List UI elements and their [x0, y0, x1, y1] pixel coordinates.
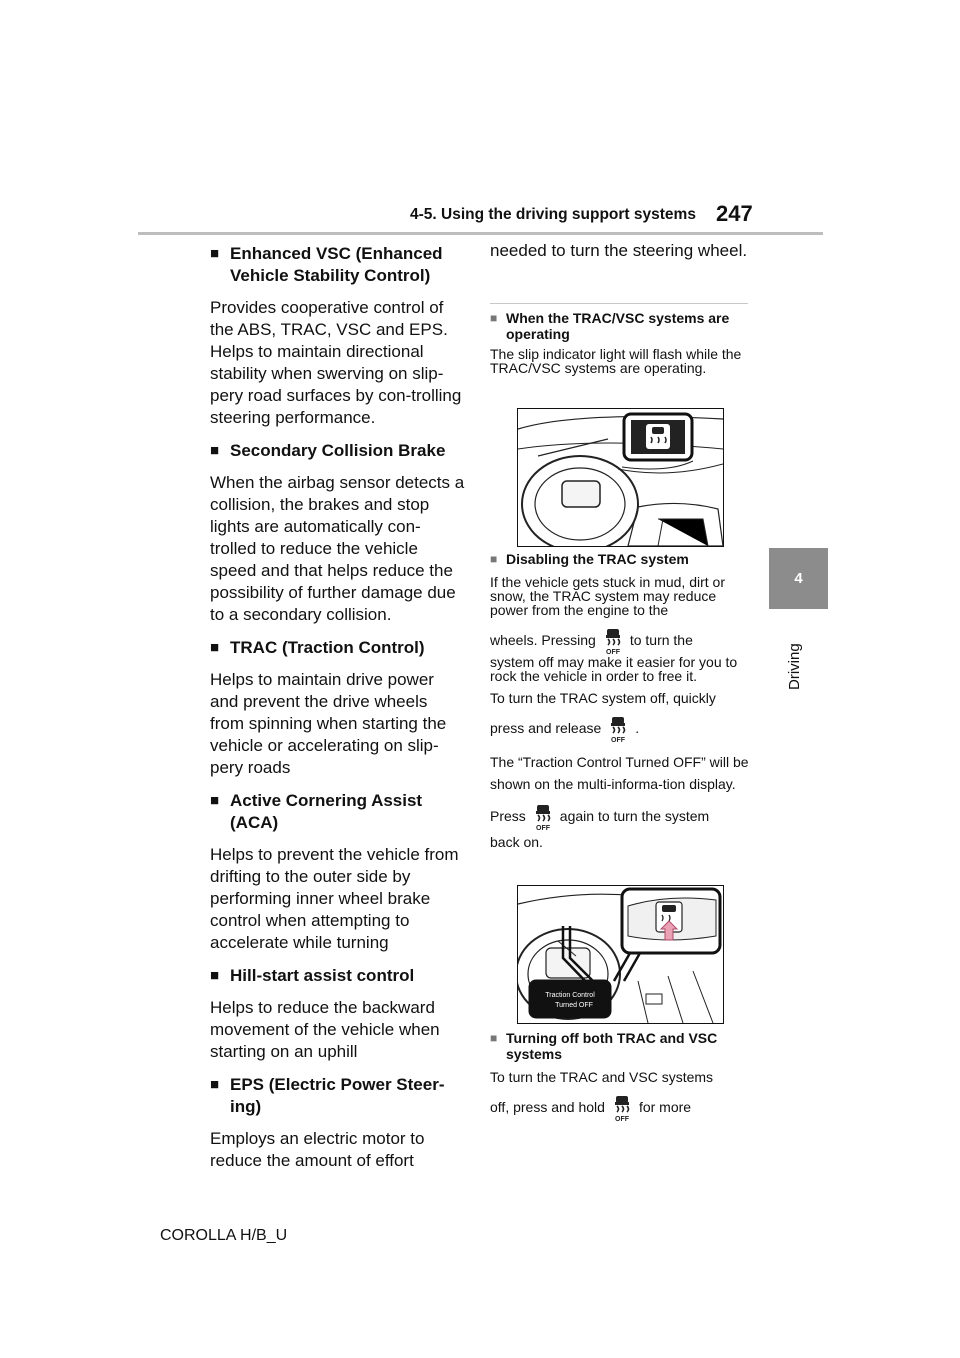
chapter-number: 4 [794, 570, 803, 587]
note-body: If the vehicle gets stuck in mud, dirt or snow, the TRAC system may reduce power from the engine to the [490, 574, 725, 618]
section-heading: ■ Hill-start assist control [210, 965, 465, 987]
section-heading: ■ Active Cornering Assist (ACA) [210, 790, 465, 834]
note-body: Press again to turn the system [490, 803, 752, 831]
footer-model: COROLLA H/B_U [160, 1227, 288, 1244]
chapter-tab[interactable] [769, 548, 828, 609]
note-body: system off may make it easier for you to rock the vehicle in order to free it. [490, 654, 738, 684]
note-body: press and release . [490, 715, 752, 743]
note-operating [490, 310, 752, 375]
note-heading: ■ When the TRAC/VSC systems are operating [490, 310, 752, 342]
section-heading: ■ EPS (Electric Power Steer-ing) [210, 1074, 465, 1118]
header-rule [138, 232, 823, 235]
note-heading: ■ Turning off both TRAC and VSC systems [490, 1030, 752, 1062]
note-turning-off-both [490, 1030, 752, 1122]
note-body: To turn the TRAC and VSC systems [490, 1069, 714, 1085]
page-number: 247 [716, 201, 753, 226]
display-text-line1: Traction Control [545, 992, 595, 999]
header-title: 4-5. Using the driving support systems [410, 206, 696, 223]
left-column [210, 240, 465, 1172]
vsc-off-icon [604, 715, 632, 743]
dashboard-illustration [518, 409, 723, 546]
dashboard-button-illustration [518, 886, 723, 1023]
vsc-off-icon [608, 1094, 636, 1122]
chapter-label-text: Driving [786, 643, 803, 690]
figure-slip-indicator [517, 408, 724, 547]
vsc-off-icon [529, 803, 557, 831]
section-divider [490, 303, 748, 304]
section-body: Employs an electric motor to reduce the amount of effort [210, 1129, 425, 1170]
section-body: Helps to maintain drive power and prevent the drive wheels from spinning when starting the vehicle or accelerating on slip-pery roads [210, 670, 447, 777]
note-body: wheels. Pressing to turn the [490, 627, 752, 655]
section-heading: ■ TRAC (Traction Control) [210, 637, 465, 659]
continued-text: needed to turn the steering wheel. [490, 241, 748, 260]
vsc-off-icon [599, 627, 627, 655]
note-body: The “Traction Control Turned OFF” will be shown on the multi-informa-tion display. [490, 754, 749, 792]
display-text-line2: Turned OFF [555, 1002, 593, 1009]
note-body: To turn the TRAC system off, quickly [490, 690, 716, 706]
section-body: Helps to reduce the backward movement of the vehicle when starting on an uphill [210, 998, 440, 1061]
section-heading: ■ Enhanced VSC (Enhanced Vehicle Stability Control) [210, 243, 465, 287]
section-body: When the airbag sensor detects a collision, the brakes and stop lights are automatically con-trolled to reduce the vehicle speed and that helps reduce the possibility of further damage due to a secondary collision. [210, 473, 465, 624]
note-disabling [490, 551, 752, 853]
note-body: The slip indicator light will flash while the TRAC/VSC systems are operating. [490, 346, 742, 376]
note-body: off, press and hold for more [490, 1094, 752, 1122]
note-body: back on. [490, 834, 543, 850]
chapter-label [774, 620, 814, 700]
section-heading: ■ Secondary Collision Brake [210, 440, 465, 462]
figure-traction-off [517, 885, 724, 1024]
section-body: Provides cooperative control of the ABS, TRAC, VSC and EPS. Helps to maintain directional stability when swerving on slip-pery road surfaces by con-trolling steering performance. [210, 298, 462, 427]
note-heading: ■ Disabling the TRAC system [490, 551, 752, 567]
section-body: Helps to prevent the vehicle from drifting to the outer side by performing inner wheel brake control when attempting to accelerate while turning [210, 845, 459, 952]
